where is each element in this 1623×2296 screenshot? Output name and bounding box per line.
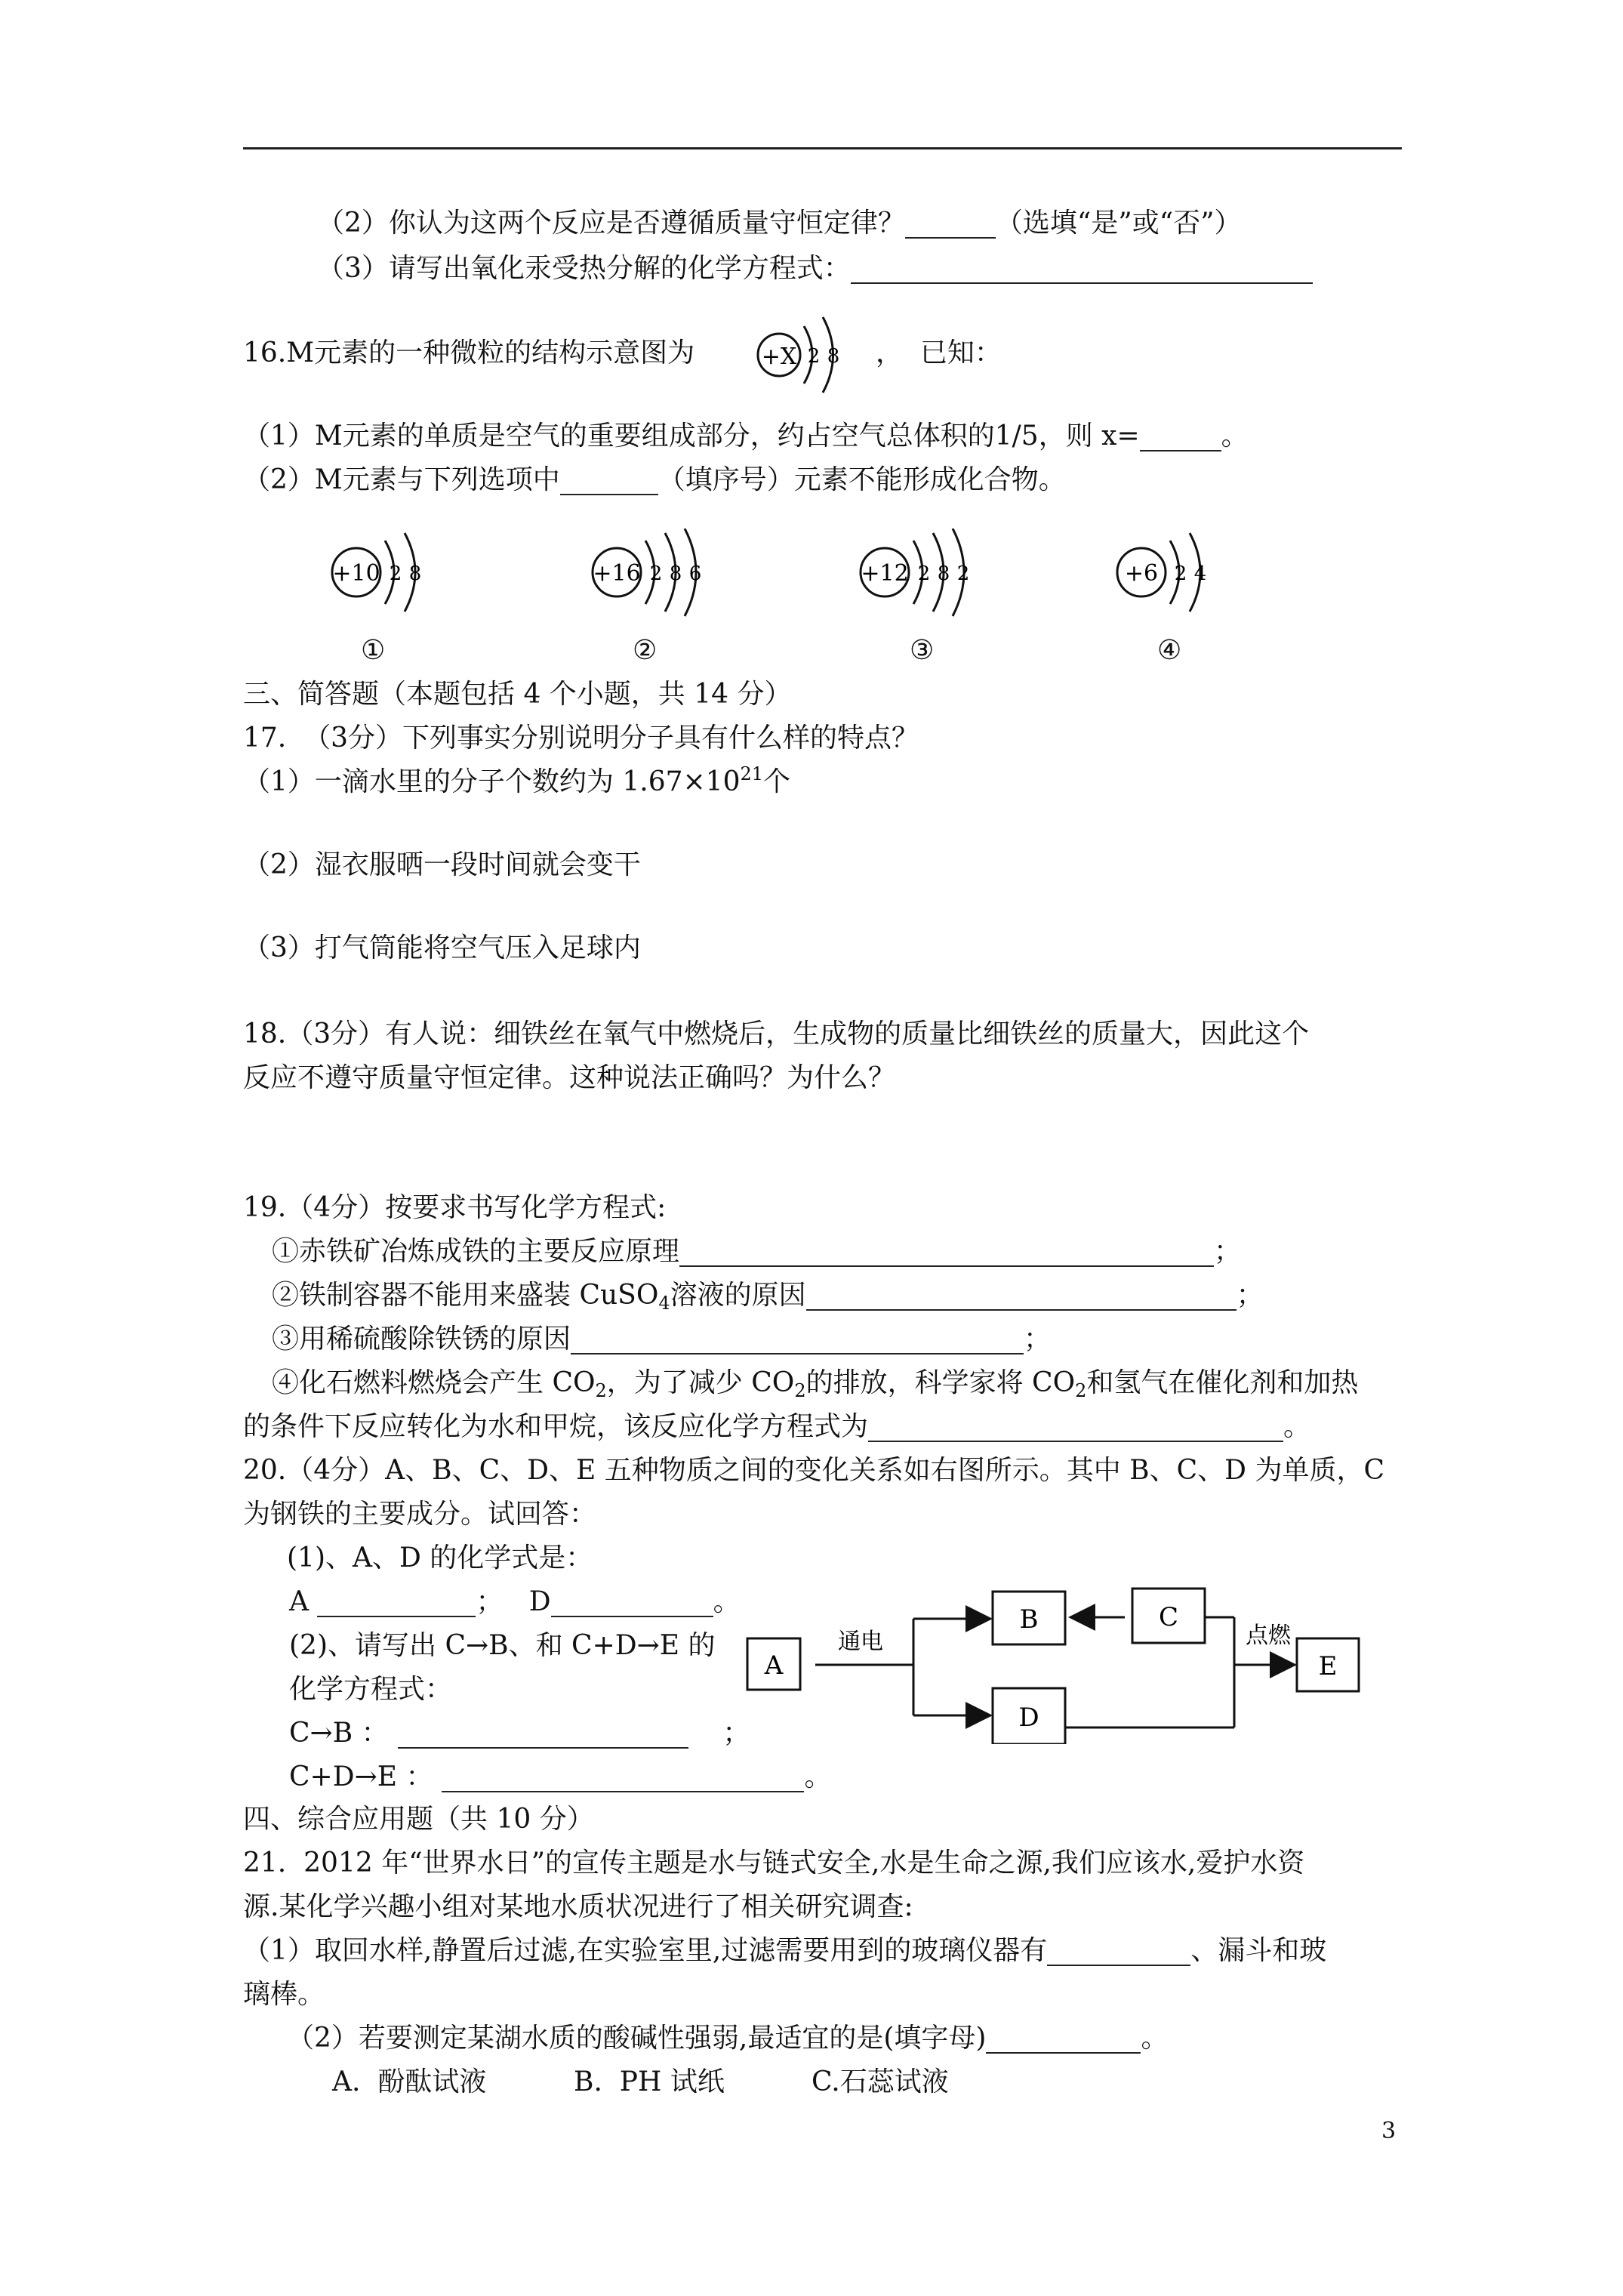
svg-text:C: C	[1158, 1602, 1179, 1632]
svg-text:8: 8	[827, 345, 840, 368]
q20-cb-equation: C→B ： ；	[289, 1718, 750, 1749]
q19-stem: 19.（4分）按要求书写化学方程式:	[243, 1192, 667, 1223]
q19-item4-line2: 的条件下反应转化为水和甲烷，该反应化学方程式为 。	[243, 1411, 1311, 1442]
q21-choice-a: A. 酚酞试液	[332, 2066, 487, 2097]
q20-part2-line2: 化学方程式：	[289, 1674, 453, 1705]
option-1-label: ①	[361, 635, 386, 666]
option-1-atom-diagram	[325, 529, 453, 619]
q17-stem: 17. （3分）下列事实分别说明分子具有什么样的特点？	[243, 723, 919, 754]
q16-part2: （2）M元素与下列选项中 （填序号）元素不能形成化合物。	[243, 464, 1066, 495]
q19-item1: ①赤铁矿冶炼成铁的主要反应原理 ；	[272, 1236, 1242, 1267]
atom-structure-diagram	[751, 311, 857, 402]
section-4-title: 四、综合应用题（共 10 分）	[243, 1804, 594, 1835]
option-4-label: ④	[1157, 635, 1182, 666]
q21-line1: 21. 2012 年“世界水日”的宣传主题是水与链式安全,水是生命之源,我们应该水,爱护水资	[243, 1848, 1305, 1878]
q21-choice-c: C.石蕊试液	[812, 2066, 949, 2097]
svg-text:2: 2	[389, 562, 402, 585]
q17-part3: （3）打气筒能将空气压入足球内	[243, 932, 641, 963]
option-3-atom-diagram	[853, 529, 1004, 619]
q17-part1: （1）一滴水里的分子个数约为 $1.67\times 10^{21}$个	[243, 763, 791, 797]
q20-part2-line1: (2)、请写出 C→B、和 C+D→E 的	[289, 1630, 716, 1661]
svg-text:+16: +16	[593, 560, 641, 587]
svg-text:+10: +10	[332, 560, 380, 587]
svg-text:2: 2	[1174, 562, 1187, 585]
svg-text:A: A	[764, 1650, 784, 1681]
q21-part1-line2: 璃棒。	[243, 1979, 325, 2010]
answer-blank[interactable]	[551, 1590, 713, 1617]
svg-text:+6: +6	[1124, 560, 1159, 587]
answer-blank[interactable]	[571, 1327, 1024, 1354]
q19-item3: ③用稀硫酸除铁锈的原因 ；	[272, 1324, 1052, 1354]
svg-text:4: 4	[1193, 562, 1207, 585]
answer-blank[interactable]	[1047, 1939, 1190, 1966]
substance-relation-diagram	[725, 1555, 1389, 1744]
q20-cde-equation: C+D→E ： 。	[289, 1761, 832, 1792]
svg-text:2: 2	[649, 562, 663, 585]
q19-item4: ④化石燃料燃烧会产生 $CO_2$，为了减少 $CO_2$的排放，科学家将 $CO_2$和氢气在催化剂和加热	[272, 1367, 1359, 1401]
answer-blank[interactable]	[560, 468, 658, 495]
q16-part1: （1）M元素的单质是空气的重要组成部分，约占空气总体积的1/5，则 x= 。	[243, 421, 1249, 451]
answer-blank[interactable]	[905, 211, 996, 239]
q19-item2: ②铁制容器不能用来盛装 CuSO$_4$溶液的原因 ；	[272, 1280, 1264, 1314]
svg-text:2: 2	[956, 562, 970, 585]
answer-blank[interactable]	[986, 2026, 1141, 2054]
q16-stem-end: ， 已知：	[876, 337, 1002, 368]
svg-text:6: 6	[688, 562, 702, 585]
svg-text:+12: +12	[861, 560, 909, 587]
svg-text:+X: +X	[761, 344, 797, 370]
svg-text:8: 8	[408, 562, 422, 585]
q16-stem: 16.M元素的一种微粒的结构示意图为	[243, 337, 695, 368]
svg-text:B: B	[1019, 1604, 1039, 1635]
header-rule	[243, 147, 1402, 149]
answer-blank[interactable]	[868, 1415, 1283, 1442]
section-3-title: 三、简答题（本题包括 4 个小题，共 14 分）	[243, 679, 792, 710]
answer-blank[interactable]	[679, 1240, 1214, 1267]
answer-blank[interactable]	[806, 1284, 1236, 1311]
q20-part1: (1)、A、D 的化学式是：	[287, 1542, 593, 1573]
q18-line1: 18.（3分）有人说：细铁丝在氧气中燃烧后，生成物的质量比细铁丝的质量大，因此这个	[243, 1019, 1310, 1049]
answer-blank[interactable]	[317, 1590, 476, 1617]
svg-text:2: 2	[807, 345, 821, 368]
svg-text:8: 8	[669, 562, 682, 585]
svg-text:E: E	[1318, 1651, 1338, 1681]
q20-line1: 20.（4分）A、B、C、D、E 五种物质之间的变化关系如右图所示。其中 B、C、D 为单质，C	[243, 1455, 1385, 1486]
q15-part2: （2）你认为这两个反应是否遵循质量守恒定律？ （选填“是”或“否”）	[317, 208, 1242, 239]
option-2-label: ②	[633, 635, 658, 666]
answer-blank[interactable]	[442, 1765, 804, 1792]
option-3-label: ③	[910, 635, 935, 666]
svg-text:点燃: 点燃	[1246, 1623, 1291, 1649]
q21-line2: 源.某化学兴趣小组对某地水质状况进行了相关研究调查:	[243, 1891, 913, 1922]
option-2-atom-diagram	[585, 529, 736, 619]
q18-line2: 反应不遵守质量守恒定律。这种说法正确吗？为什么？	[243, 1062, 896, 1093]
svg-text:D: D	[1018, 1703, 1039, 1733]
svg-text:通电: 通电	[838, 1629, 883, 1655]
answer-blank[interactable]	[1140, 424, 1221, 451]
answer-blank[interactable]	[851, 257, 1313, 284]
q21-part2: （2）若要测定某湖水质的酸碱性强弱,最适宜的是(填字母) 。	[287, 2023, 1169, 2054]
q17-part2: （2）湿衣服晒一段时间就会变干	[243, 849, 641, 880]
svg-text:2: 2	[917, 562, 931, 585]
q15-part3: （3）请写出氧化汞受热分解的化学方程式：	[317, 254, 1313, 284]
q21-part1: （1）取回水样,静置后过滤,在实验室里,过滤需要用到的玻璃仪器有 、漏斗和玻	[243, 1935, 1327, 1966]
q20-line2: 为钢铁的主要成分。试回答：	[243, 1499, 597, 1530]
q21-choice-b: B. PH 试纸	[574, 2066, 725, 2097]
q20-ad-answers: A ； D 。	[289, 1586, 741, 1617]
option-4-atom-diagram	[1110, 529, 1238, 619]
answer-blank[interactable]	[398, 1721, 688, 1749]
svg-text:8: 8	[937, 562, 950, 585]
page-number: 3	[1381, 2118, 1397, 2144]
